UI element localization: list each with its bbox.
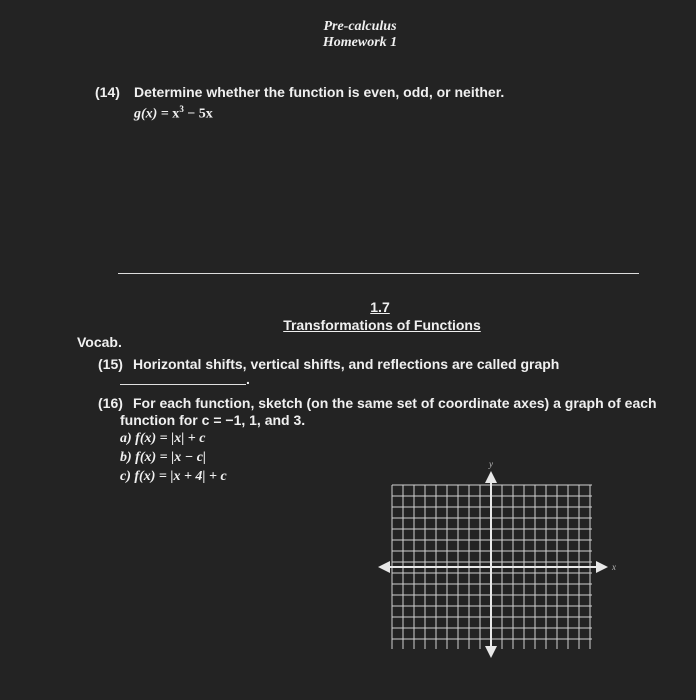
- q16-part-b-letter: b): [120, 450, 132, 465]
- q14-function-lhs: g(x): [134, 106, 158, 122]
- q14-function-rhs-a: = x: [157, 106, 180, 122]
- course-title: Pre-calculus: [323, 19, 397, 34]
- q16-part-c-expr: f(x) = |x + 4| + c: [134, 469, 227, 484]
- q16-part-c: [120, 468, 227, 485]
- q15-answer-blank[interactable]: [120, 383, 246, 385]
- q16-part-a-expr: f(x) = |x| + c: [135, 431, 206, 446]
- x-axis-right-arrow-icon: [596, 561, 608, 573]
- q16-part-c-letter: c): [120, 469, 131, 484]
- coordinate-grid[interactable]: [372, 455, 632, 660]
- q15-period: .: [246, 371, 250, 387]
- q15-prompt: Horizontal shifts, vertical shifts, and reflections are called graph: [133, 356, 560, 372]
- q14-prompt: Determine whether the function is even, odd, or neither.: [134, 84, 505, 100]
- x-axis-left-arrow-icon: [378, 561, 390, 573]
- q16-prompt-line1: For each function, sketch (on the same set of coordinate axes) a graph of each: [133, 395, 657, 411]
- assignment-title: Homework 1: [322, 35, 398, 50]
- vocab-label: Vocab.: [77, 334, 122, 350]
- section-divider: [118, 273, 639, 274]
- section-title: Transformations of Functions: [283, 317, 481, 333]
- q16-part-a: [120, 430, 206, 447]
- x-axis-label: x: [612, 562, 616, 572]
- y-axis-label: y: [489, 459, 493, 469]
- q14-number: (14): [95, 84, 120, 100]
- y-axis-down-arrow-icon: [485, 646, 497, 658]
- q14-function-rhs-b: − 5x: [183, 106, 213, 122]
- q14-function: [134, 101, 213, 123]
- q16-part-b-expr: f(x) = |x − c|: [135, 450, 206, 465]
- y-axis-up-arrow-icon: [485, 471, 497, 483]
- x-axis: [378, 561, 608, 573]
- q16-part-a-letter: a): [120, 431, 132, 446]
- q16-part-b: [120, 449, 206, 466]
- q14-function-exponent: 3: [179, 104, 184, 114]
- q15-number: (15): [98, 356, 123, 372]
- q16-number: (16): [98, 395, 123, 411]
- section-number: 1.7: [370, 299, 390, 315]
- q16-prompt-line2: function for c = −1, 1, and 3.: [120, 412, 306, 428]
- y-axis: [485, 471, 497, 658]
